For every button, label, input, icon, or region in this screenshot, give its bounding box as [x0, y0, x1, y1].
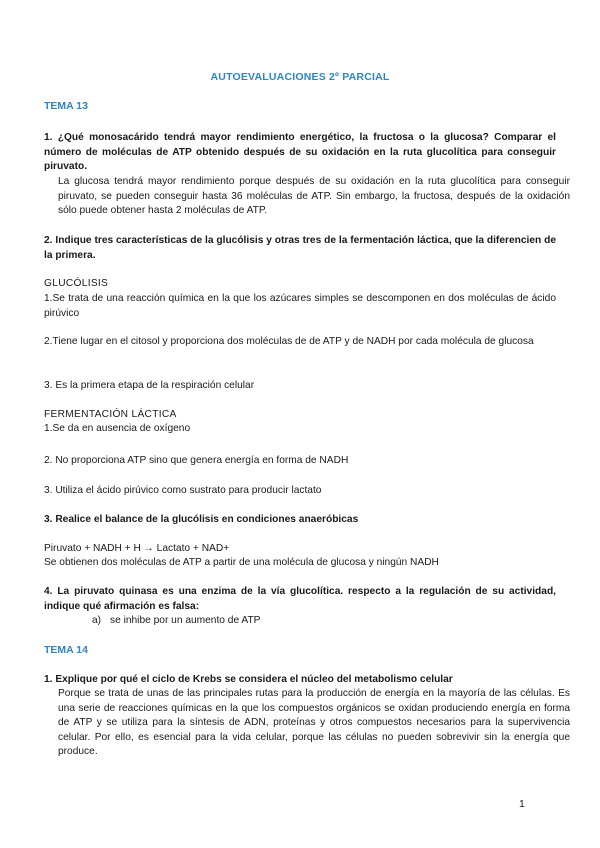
option-text: se inhibe por un aumento de ATP [110, 615, 261, 626]
tema13-q2-question: 2. Indique tres características de la glucólisis y otras tres de la fermentación láctica, que la diferencien de la primera. [44, 235, 556, 261]
glucolisis-item-2: 2.Tiene lugar en el citosol y proporciona dos moléculas de de ATP y de NADH por cada molécula de glucosa [44, 336, 534, 347]
document-title: AUTOEVALUACIONES 2º PARCIAL [210, 71, 390, 83]
tema13-q4-question: 4. La piruvato quinasa es una enzima de la vía glucolítica. respecto a la regulación de su actividad, indique qué afirmación es falsa: [44, 586, 556, 612]
tema13-q3-equation: Piruvato + NADH + H → Lactato + NAD+ [44, 543, 230, 554]
tema13-q1-question: 1. ¿Qué monosacárido tendrá mayor rendimiento energético, la fructosa o la glucosa? Comparar el número de moléculas de ATP obtenido después de su oxidación en la ruta glucolítica para conseguir piruvato. [44, 132, 556, 173]
fermentacion-item-1: 1.Se da en ausencia de oxígeno [44, 423, 191, 434]
tema13-q3-answer: Se obtienen dos moléculas de ATP a partir de una molécula de glucosa y ningún NADH [44, 557, 439, 568]
page-number: 1 [519, 798, 525, 810]
option-label: a) [92, 615, 102, 626]
fermentacion-item-2: 2. No proporciona ATP sino que genera energía en forma de NADH [44, 455, 349, 466]
glucolisis-item-3: 3. Es la primera etapa de la respiración celular [44, 380, 255, 391]
tema13-q4-option-a [44, 614, 600, 629]
tema14-q1-answer: Porque se trata de unas de las principales rutas para la producción de energía en la mayoría de las células. Es una serie de reacciones químicas en la que los compuestos orgánicos se oxidan produciendo energía en forma de ATP y se utiliza para la síntesis de ADN, proteínas y otros compuestos necesarios para la supervivencia celular. Por ello, es esencial para la vida celular, porque las células no pueden sobrevivir sin la energía que produce. [58, 688, 570, 758]
glucolisis-item-1: 1.Se trata de una reacción química en la que los azúcares simples se descomponen en dos moléculas de ácido pirúvico [44, 293, 556, 319]
tema-13-heading: TEMA 13 [44, 100, 88, 112]
tema14-q1-question: 1. Explique por qué el ciclo de Krebs se considera el núcleo del metabolismo celular [44, 674, 453, 685]
glucolisis-heading: GLUCÓLISIS [44, 278, 109, 289]
tema13-q3-question: 3. Realice el balance de la glucólisis en condiciones anaeróbicas [44, 514, 359, 525]
fermentacion-heading: FERMENTACIÓN LÁCTICA [44, 409, 177, 420]
tema-14-heading: TEMA 14 [44, 644, 88, 656]
fermentacion-item-3: 3. Utiliza el ácido pirúvico como sustrato para producir lactato [44, 485, 322, 496]
tema13-q1-answer: La glucosa tendrá mayor rendimiento porque después de su oxidación en la ruta glucolítica para conseguir piruvato, se pueden conseguir hasta 36 moléculas de ATP. Sin embargo, la fructosa, después de la oxidación sólo puede obtener hasta 2 moléculas de ATP. [58, 176, 570, 217]
